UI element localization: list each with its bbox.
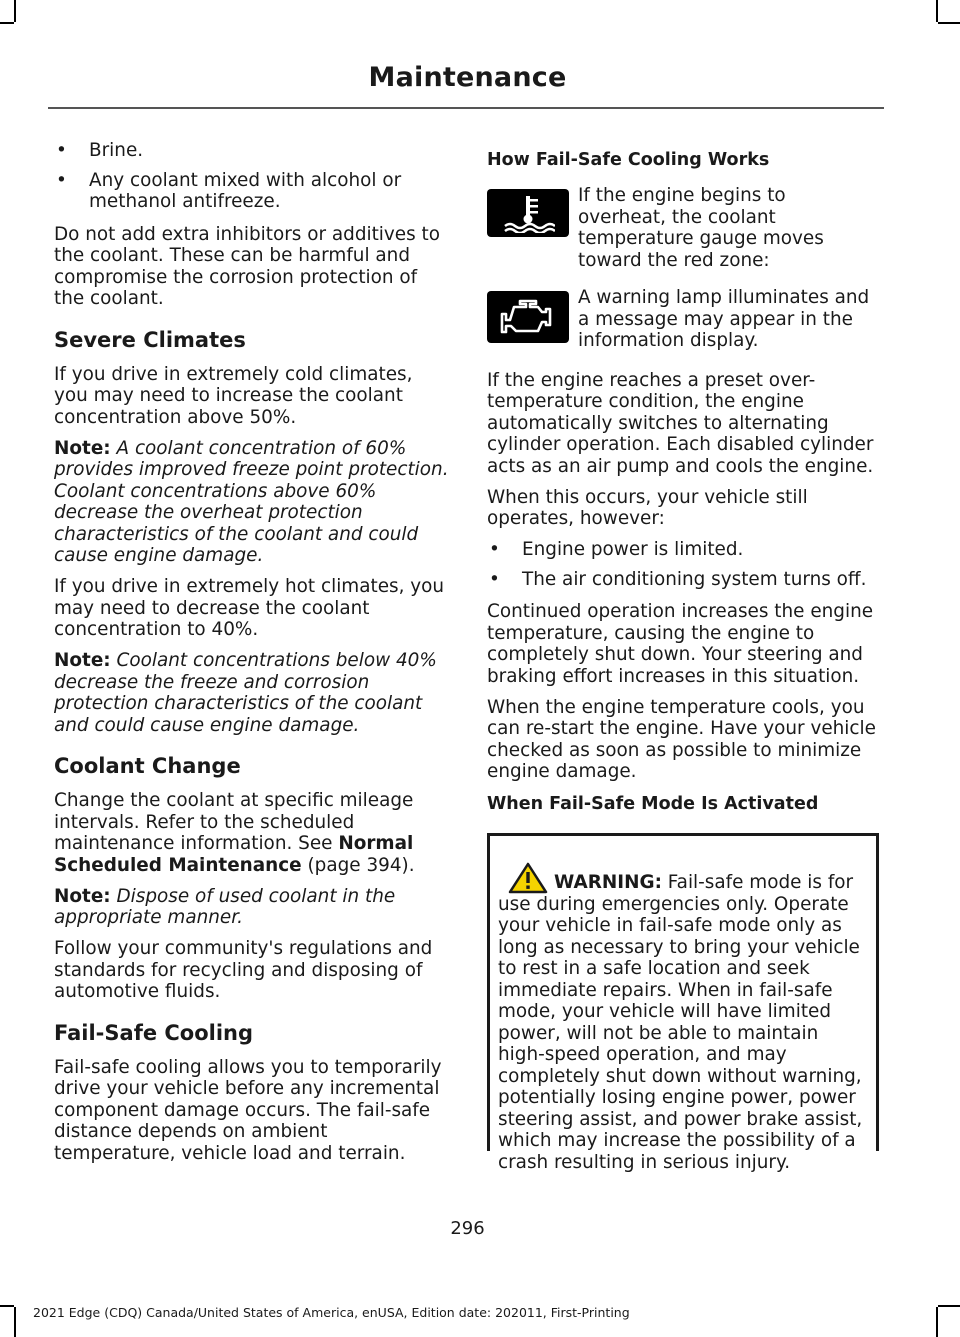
page-number: 296: [450, 1218, 485, 1239]
note-text: Dispose of used coolant in the appropriate manner.: [54, 885, 396, 928]
note-label: Note:: [54, 437, 111, 459]
page-title: Maintenance: [368, 62, 567, 93]
note-freeze-protection: [54, 438, 449, 567]
paragraph-preset-condition: If the engine reaches a preset over-temperature condition, the engine automatically switches to alternating cylinder operation. Each disabled cylinder acts as an air pump and cools the engine.: [487, 369, 874, 477]
warning-label: WARNING:: [554, 871, 662, 893]
icon-row-engine: [487, 287, 879, 352]
paragraph-engine-cools: When the engine temperature cools, you can re-start the engine. Have your vehicle checked as soon as possible to minimize engine damage.: [487, 696, 876, 782]
note-text: A coolant concentration of 60% provides improved freeze point protection. Coolant concentrations above 60% decrease the overheat protection characteristics of the coolant and could cause engine damage.: [54, 437, 449, 566]
paragraph-cold-climates: If you drive in extremely cold climates, you may need to increase the coolant concentration above 50%.: [54, 363, 413, 428]
note-label: Note:: [54, 885, 111, 907]
check-engine-icon: [487, 291, 569, 343]
paragraph-continued-operation: Continued operation increases the engine temperature, causing the engine to completely shut down. Your steering and braking effort increases in this situation.: [487, 601, 874, 687]
crop-mark: [936, 0, 938, 22]
heading-fail-safe-cooling: Fail-Safe Cooling: [54, 1020, 254, 1045]
crop-mark: [14, 1307, 16, 1337]
paragraph-coolant-change: Change the coolant at specific mileage intervals. Refer to the scheduled maintenance information. See Normal Scheduled Maintenance (page 394).: [54, 790, 415, 876]
note-dispose: [54, 886, 449, 929]
crop-mark: [0, 1305, 14, 1307]
paragraph-fail-safe: Fail-safe cooling allows you to temporarily drive your vehicle before any incremental component damage occurs. The fail-safe distance depends on ambient temperature, vehicle load and terrain.: [54, 1056, 442, 1164]
crop-mark: [14, 0, 16, 22]
note-low-concentration: [54, 650, 449, 736]
cross-reference-link[interactable]: Normal Scheduled Maintenance: [54, 833, 414, 876]
list-item: • Any coolant mixed with alcohol or methanol antifreeze.: [54, 170, 449, 213]
footer-edition-info: 2021 Edge (CDQ) Canada/United States of America, enUSA, Edition date: 202011, First-Printing: [33, 1305, 630, 1320]
icon-description: A warning lamp illuminates and a message may appear in the information display.: [578, 287, 870, 351]
heading-how-fail-safe-works: How Fail-Safe Cooling Works: [487, 150, 770, 170]
left-column: [54, 140, 449, 1174]
icon-description: If the engine begins to overheat, the coolant temperature gauge moves toward the red zone:: [578, 185, 824, 271]
list-item: • Brine.: [54, 140, 449, 162]
crop-mark: [938, 22, 960, 24]
crop-mark: [938, 1305, 960, 1307]
note-label: Note:: [54, 650, 111, 671]
warning-box: [487, 833, 879, 1173]
paragraph-when-occurs: When this occurs, your vehicle still operates, however:: [487, 486, 808, 529]
heading-severe-climates: Severe Climates: [54, 327, 246, 352]
paragraph-regulations: Follow your community's regulations and standards for recycling and disposing of automotive fluids.: [54, 938, 433, 1002]
right-column: [487, 140, 879, 1173]
paragraph-additives: Do not add extra inhibitors or additives to the coolant. These can be harmful and compromise the corrosion protection of the coolant.: [54, 223, 441, 309]
note-text: Coolant concentrations below 40% decrease the freeze and corrosion protection characteristics of the coolant and could cause engine damage.: [54, 650, 437, 736]
list-item: • Engine power is limited.: [487, 539, 879, 561]
crop-mark: [936, 1307, 938, 1337]
warning-text: Fail-safe mode is for use during emergencies only. Operate your vehicle in fail-safe mode only as long as necessary to bring your vehicle to rest in a safe location and seek immediate repairs. When in fail-safe mode, your vehicle will have limited power, will not be able to maintain high-speed operation, and may completely shut down without warning, potentially losing engine power, power steering assist, and power brake assist, which may increase the possibility of a crash resulting in serious injury.: [498, 871, 863, 1173]
icon-row-coolant: [487, 185, 879, 271]
crop-mark: [0, 22, 14, 24]
heading-coolant-change: Coolant Change: [54, 754, 241, 778]
paragraph-hot-climates: If you drive in extremely hot climates, you may need to decrease the coolant concentration to 40%.: [54, 576, 445, 640]
list-item: • The air conditioning system turns off.: [487, 569, 879, 591]
warning-triangle-icon: [508, 862, 548, 894]
heading-fail-safe-activated: When Fail-Safe Mode Is Activated: [487, 793, 819, 814]
coolant-temperature-icon: [487, 189, 569, 237]
header-divider: [48, 107, 884, 109]
